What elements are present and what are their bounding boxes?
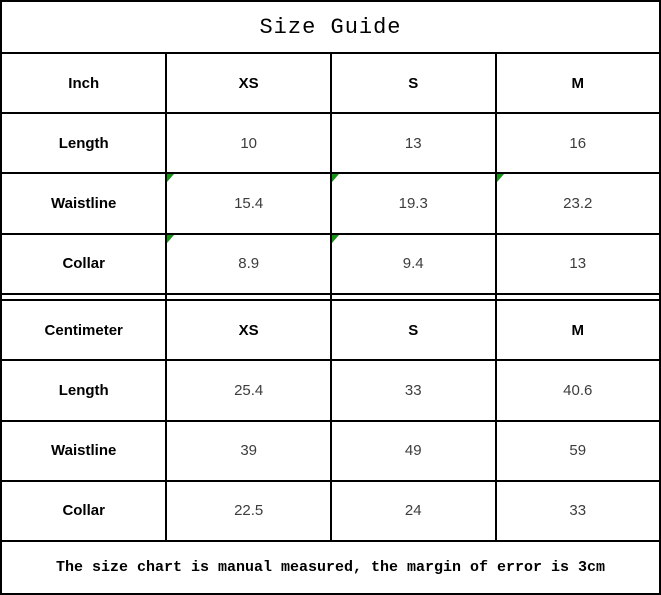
inch-header-row bbox=[1, 53, 660, 113]
value-cell bbox=[331, 234, 496, 294]
value-cell bbox=[166, 360, 331, 420]
value-cell bbox=[331, 113, 496, 173]
inch-collar-row bbox=[1, 234, 660, 294]
size-header-s: S bbox=[331, 300, 496, 360]
value-cell bbox=[496, 113, 661, 173]
centimeter-collar-row bbox=[1, 481, 660, 541]
value-cell bbox=[166, 173, 331, 233]
cell-value: 49 bbox=[404, 442, 422, 460]
cell-value: 16 bbox=[569, 134, 587, 152]
centimeter-header-row bbox=[1, 300, 660, 360]
row-label-waistline: Waistline bbox=[1, 421, 166, 481]
value-cell bbox=[496, 421, 661, 481]
row-label-waistline: Waistline bbox=[1, 173, 166, 233]
green-corner-flag-icon bbox=[332, 235, 339, 243]
value-cell bbox=[331, 481, 496, 541]
cell-value: 33 bbox=[404, 381, 422, 399]
green-corner-flag-icon bbox=[497, 174, 504, 182]
unit-header-centimeter: Centimeter bbox=[1, 300, 166, 360]
value-cell bbox=[166, 481, 331, 541]
green-corner-flag-icon bbox=[332, 174, 339, 182]
unit-header-inch: Inch bbox=[1, 53, 166, 113]
cell-value: 8.9 bbox=[238, 255, 260, 273]
inch-length-row bbox=[1, 113, 660, 173]
value-cell bbox=[166, 234, 331, 294]
value-cell bbox=[496, 173, 661, 233]
row-label-collar: Collar bbox=[1, 234, 166, 294]
cell-value: 39 bbox=[240, 442, 258, 460]
value-cell bbox=[331, 421, 496, 481]
size-header-m: M bbox=[496, 300, 661, 360]
row-label-length: Length bbox=[1, 360, 166, 420]
green-corner-flag-icon bbox=[167, 235, 174, 243]
size-header-xs: XS bbox=[166, 300, 331, 360]
size-header-m: M bbox=[496, 53, 661, 113]
size-header-xs: XS bbox=[166, 53, 331, 113]
row-label-collar: Collar bbox=[1, 481, 166, 541]
value-cell bbox=[496, 360, 661, 420]
value-cell bbox=[496, 234, 661, 294]
cell-value: 59 bbox=[569, 442, 587, 460]
centimeter-waistline-row bbox=[1, 421, 660, 481]
value-cell bbox=[331, 173, 496, 233]
cell-value: 13 bbox=[569, 255, 587, 273]
cell-value: 24 bbox=[404, 502, 422, 520]
cell-value: 19.3 bbox=[398, 195, 428, 212]
cell-value: 22.5 bbox=[234, 502, 264, 520]
value-cell bbox=[331, 360, 496, 420]
value-cell bbox=[166, 421, 331, 481]
cell-value: 13 bbox=[404, 134, 422, 152]
cell-value: 10 bbox=[240, 134, 258, 152]
cell-value: 40.6 bbox=[563, 381, 593, 399]
cell-value: 15.4 bbox=[234, 195, 264, 212]
green-corner-flag-icon bbox=[167, 174, 174, 182]
cell-value: 33 bbox=[569, 502, 587, 520]
footer-row bbox=[1, 541, 660, 594]
page-title: Size Guide bbox=[1, 1, 660, 53]
cell-value: 9.4 bbox=[402, 255, 424, 273]
value-cell bbox=[166, 113, 331, 173]
value-cell bbox=[496, 481, 661, 541]
inch-waistline-row bbox=[1, 173, 660, 233]
cell-value: 23.2 bbox=[563, 195, 593, 212]
size-header-s: S bbox=[331, 53, 496, 113]
centimeter-length-row bbox=[1, 360, 660, 420]
row-label-length: Length bbox=[1, 113, 166, 173]
cell-value: 25.4 bbox=[234, 381, 264, 399]
footer-note: The size chart is manual measured, the margin of error is 3cm bbox=[1, 541, 660, 594]
title-row bbox=[1, 1, 660, 53]
